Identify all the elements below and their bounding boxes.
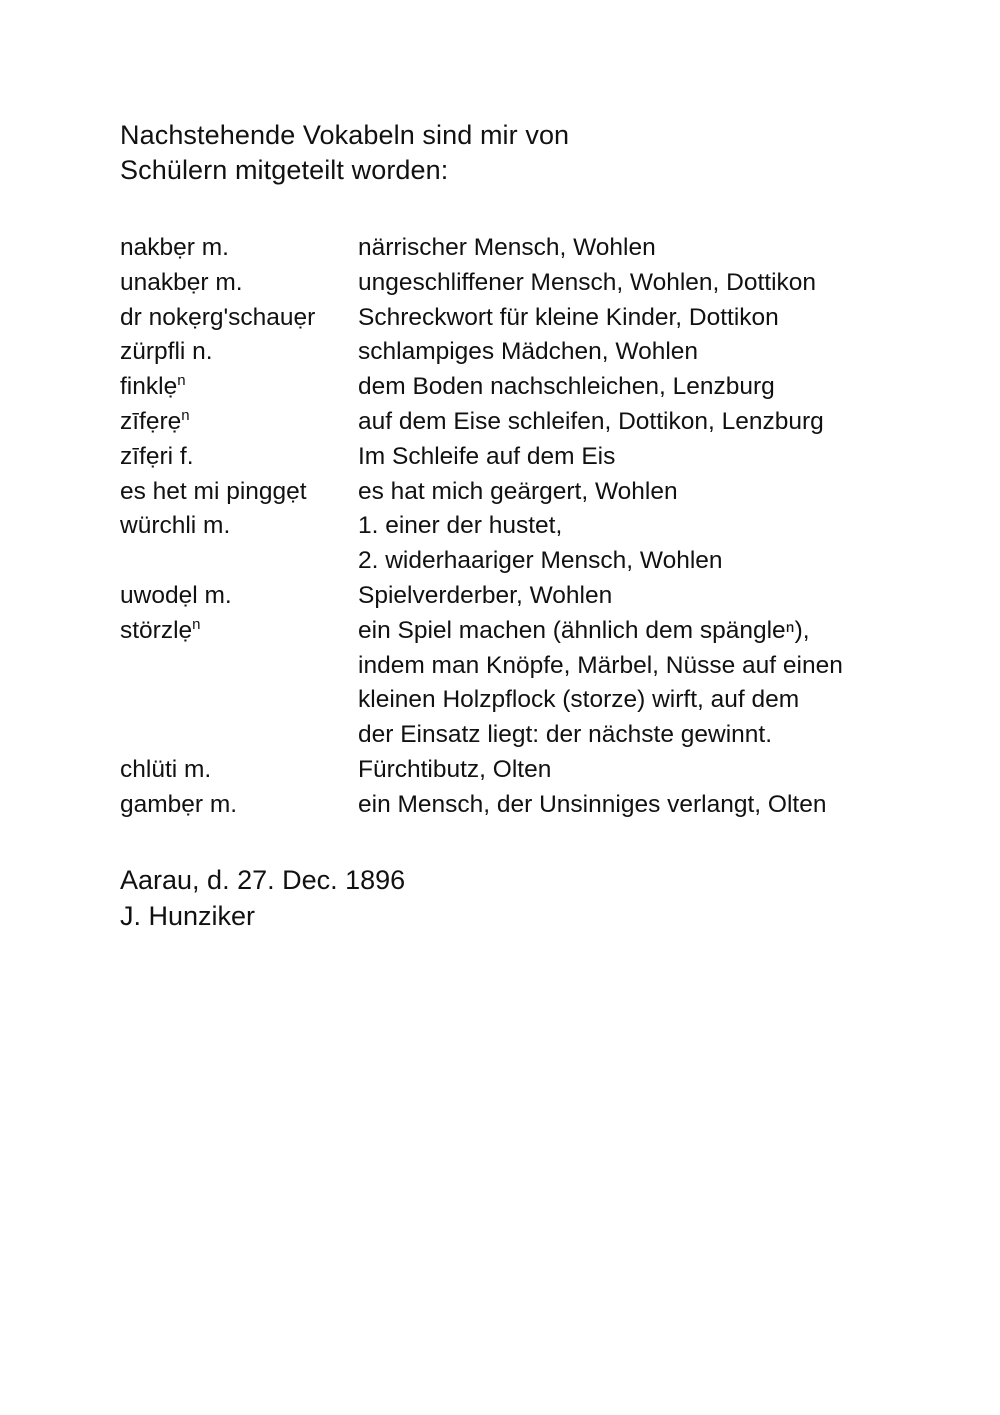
vocab-term [120,266,358,301]
vocab-entry [120,231,920,266]
vocab-term-text: uwodẹl m. [120,581,232,609]
vocab-entry [120,440,920,475]
vocab-definition [358,614,920,753]
signature-block [120,862,405,934]
vocab-definition-line: 1. einer der hustet, [358,512,563,540]
vocab-term-text: finklẹ [120,373,178,401]
vocab-term-superscript: n [192,615,201,633]
intro-line-1: Nachstehende Vokabeln sind mir von [120,120,570,150]
vocab-term [120,370,358,405]
vocab-term-text: störzlẹ [120,616,193,644]
vocab-definition-line: indem man Knöpfe, Märbel, Nüsse auf einen [358,651,843,679]
vocab-term-superscript: n [177,372,186,390]
vocab-term [120,475,358,510]
vocab-term-text: dr nokẹrg'schauẹr [120,303,316,331]
vocab-term-text: es het mi pinggẹt [120,477,307,505]
vocab-definition [358,440,920,475]
vocab-term [120,753,358,788]
vocab-entry [120,301,920,336]
vocab-definition [358,231,920,266]
vocab-definition-line: Fürchtibutz, Olten [358,755,552,783]
vocab-entry [120,614,920,753]
vocab-term [120,335,358,370]
vocab-definition [358,301,920,336]
author-name: J. Hunziker [120,901,256,931]
vocab-definition [358,405,920,440]
vocab-definition [358,579,920,614]
vocab-entry [120,579,920,614]
vocab-definition-line: Schreckwort für kleine Kinder, Dottikon [358,303,779,331]
vocab-definition [358,509,920,579]
vocab-definition [358,475,920,510]
vocab-definition-line: ungeschliffener Mensch, Wohlen, Dottikon [358,268,817,296]
vocab-definition [358,753,920,788]
vocab-term [120,405,358,440]
vocab-term [120,440,358,475]
vocab-entry [120,475,920,510]
place-date: Aarau, d. 27. Dec. 1896 [120,865,406,895]
vocab-entry [120,405,920,440]
vocab-term-text: würchli m. [120,512,231,540]
vocab-definition-line: Im Schleife auf dem Eis [358,442,616,470]
intro-paragraph [120,118,569,188]
vocab-definition-line: Spielverderber, Wohlen [358,581,613,609]
vocab-entry [120,266,920,301]
vocab-term [120,509,358,544]
vocab-entry [120,370,920,405]
vocab-term-text: zīfẹrẹ [120,407,182,435]
vocab-definition-line: ein Mensch, der Unsinniges verlangt, Olten [358,790,827,818]
vocab-entry [120,753,920,788]
vocab-term [120,788,358,823]
vocab-definition-line: auf dem Eise schleifen, Dottikon, Lenzburg [358,407,824,435]
vocab-term-text: gambẹr m. [120,790,238,818]
intro-line-2: Schülern mitgeteilt worden: [120,155,449,185]
vocab-term-text: nakbẹr m. [120,234,229,261]
vocab-term-text: zīfẹri f. [120,442,194,470]
vocab-term-text: zürpfli n. [120,338,213,366]
vocab-entry [120,509,920,579]
vocab-definition [358,266,920,301]
vocab-term [120,231,358,266]
vocabulary-list [120,231,920,823]
vocab-definition [358,788,920,823]
vocab-term [120,614,358,649]
vocab-definition-line: ein Spiel machen (ähnlich dem spängleⁿ), [358,616,810,644]
vocab-term [120,301,358,336]
vocab-term-superscript: n [181,406,190,424]
vocab-definition-line: 2. widerhaariger Mensch, Wohlen [358,547,723,575]
vocab-entry [120,788,920,823]
vocab-definition-line: närrischer Mensch, Wohlen [358,234,656,261]
vocab-definition [358,335,920,370]
vocab-definition [358,370,920,405]
vocab-definition-line: dem Boden nachschleichen, Lenzburg [358,373,775,401]
vocab-definition-line: es hat mich geärgert, Wohlen [358,477,678,505]
vocab-term [120,579,358,614]
vocab-definition-line: schlampiges Mädchen, Wohlen [358,338,699,366]
vocab-entry [120,335,920,370]
vocab-definition-line: der Einsatz liegt: der nächste gewinnt. [358,721,773,749]
vocab-term-text: chlüti m. [120,755,212,783]
vocab-term-text: unakbẹr m. [120,268,243,296]
vocab-definition-line: kleinen Holzpflock (storze) wirft, auf dem [358,686,800,714]
